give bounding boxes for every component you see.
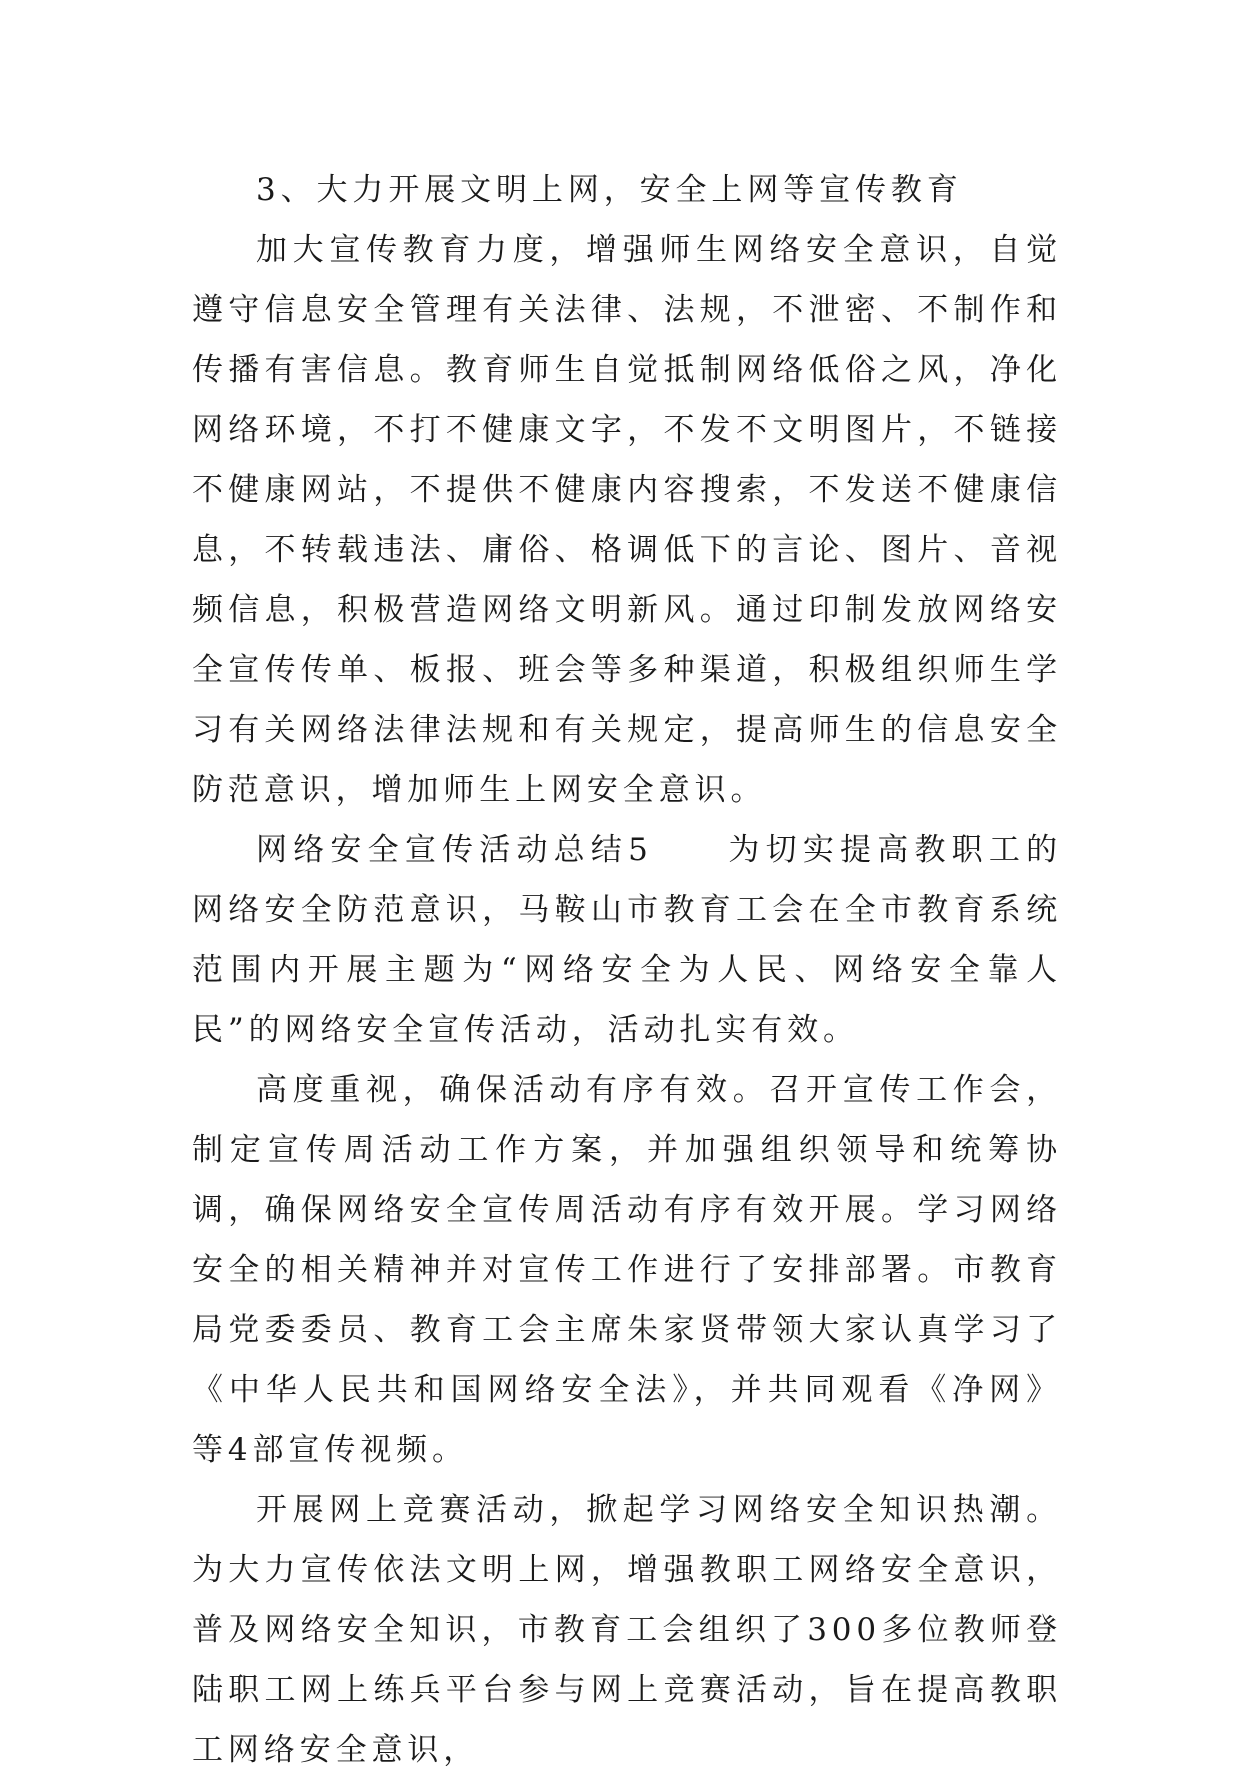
paragraph: 高度重视，确保活动有序有效。召开宣传工作会，制定宣传周活动工作方案，并加强组织领导和统筹协调，确保网络安全宣传周活动有序有效开展。学习网络安全的相关精神并对宣传工作进行了安排部署。市教育局党委委员、教育工会主席朱家贤带领大家认真学习了《中华人民共和国网络安全法》，并共同观看《净网》等4部宣传视频。 xyxy=(192,1072,1062,1468)
document-body xyxy=(192,160,1062,1780)
section-heading: 3、大力开展文明上网，安全上网等宣传教育 xyxy=(256,172,963,208)
paragraph: 网络安全宣传活动总结5 为切实提高教职工的网络安全防范意识，马鞍山市教育工会在全市教育系统范围内开展主题为“网络安全为人民、网络安全靠人民”的网络安全宣传活动，活动扎实有效。 xyxy=(192,832,1062,1048)
paragraph: 加大宣传教育力度，增强师生网络安全意识，自觉遵守信息安全管理有关法律、法规，不泄密、不制作和传播有害信息。教育师生自觉抵制网络低俗之风，净化网络环境，不打不健康文字，不发不文明图片，不链接不健康网站，不提供不健康内容搜索，不发送不健康信息，不转载违法、庸俗、格调低下的言论、图片、音视频信息，积极营造网络文明新风。通过印制发放网络安全宣传传单、板报、班会等多种渠道，积极组织师生学习有关网络法律法规和有关规定，提高师生的信息安全防范意识，增加师生上网安全意识。 xyxy=(192,232,1062,808)
paragraph: 开展网上竞赛活动，掀起学习网络安全知识热潮。为大力宣传依法文明上网，增强教职工网络安全意识，普及网络安全知识，市教育工会组织了300多位教师登陆职工网上练兵平台参与网上竞赛活动，旨在提高教职工网络安全意识， xyxy=(192,1492,1062,1768)
